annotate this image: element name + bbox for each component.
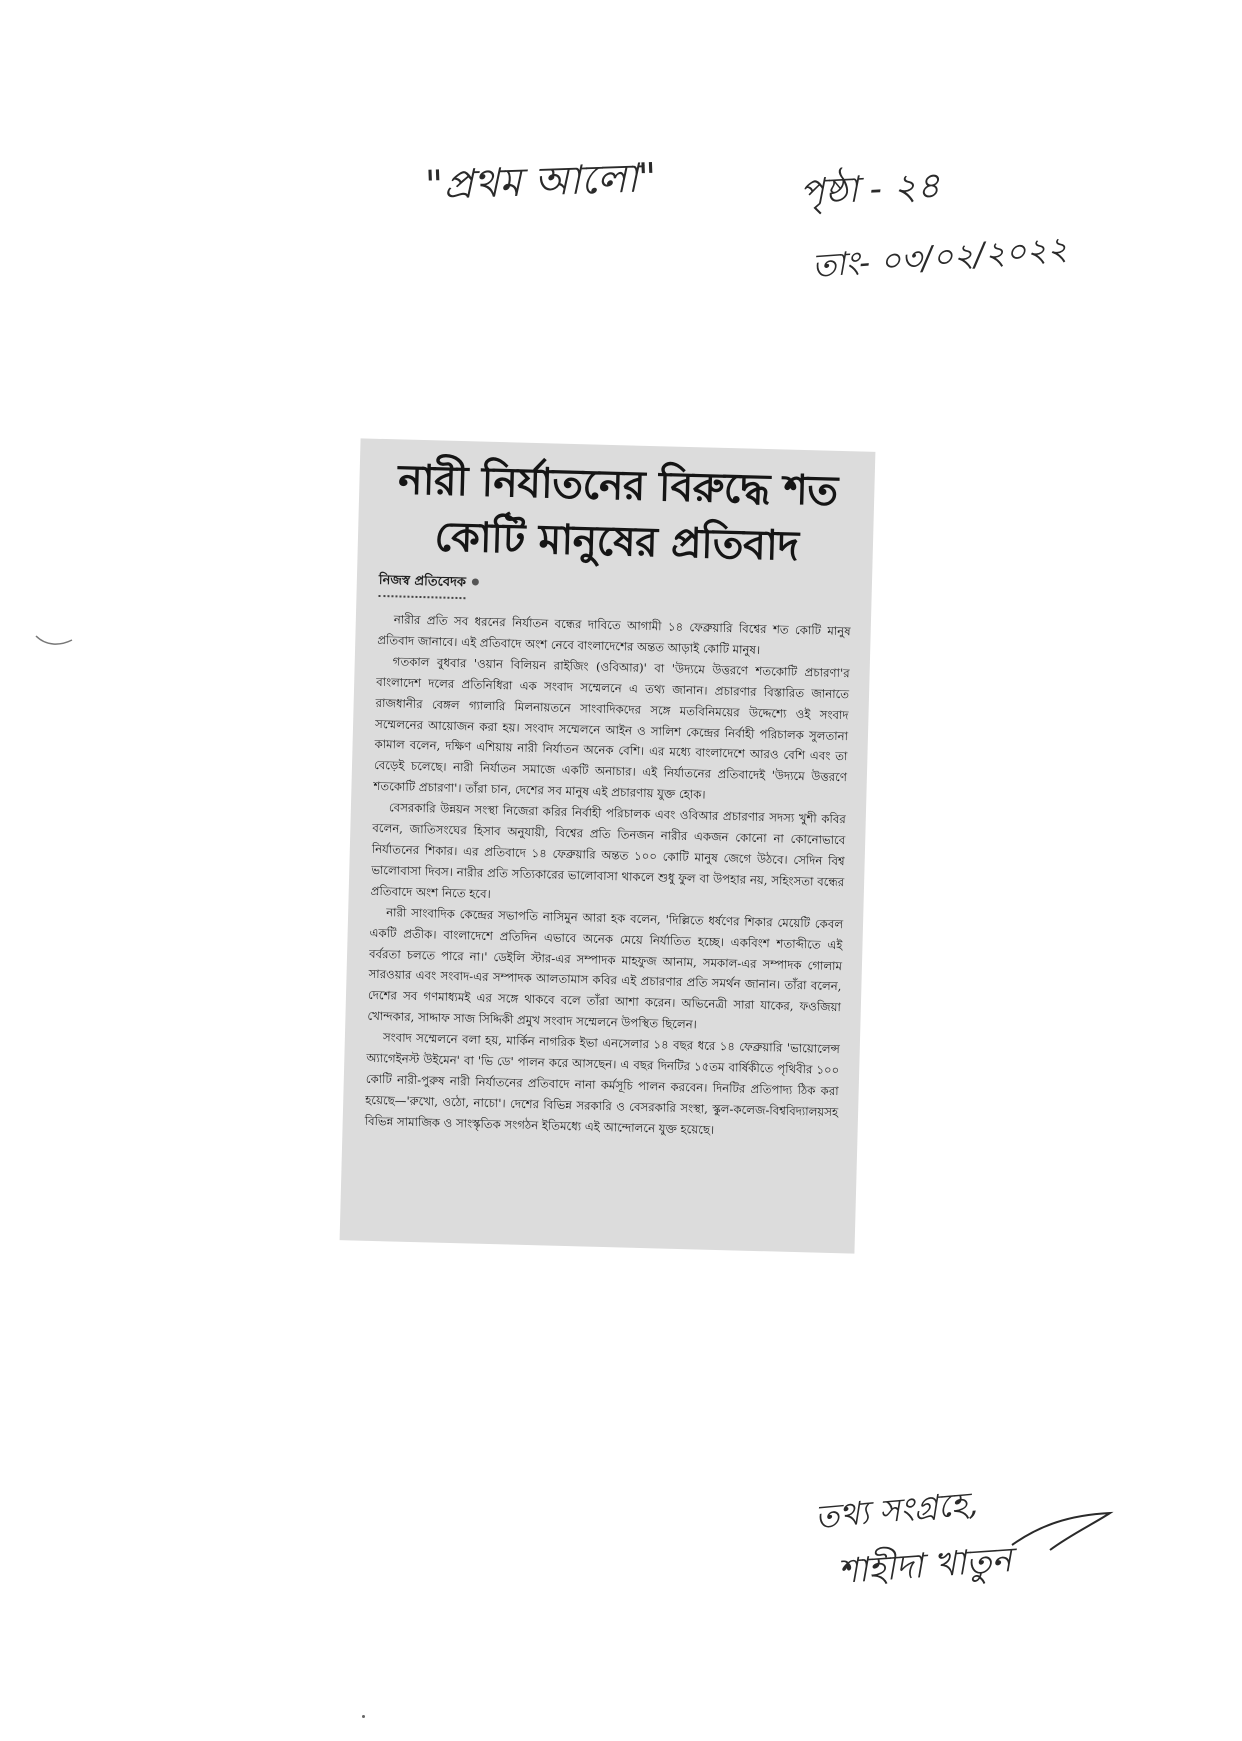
article-body	[364, 609, 851, 1144]
newspaper-clipping	[340, 438, 876, 1253]
article-byline: নিজস্ব প্রতিবেদক	[378, 571, 466, 599]
byline-row	[378, 569, 852, 609]
article-paragraph: গতকাল বুধবার 'ওয়ান বিলিয়ন রাইজিং (ওবিআর)' বা 'উদ্যমে উত্তরণে শতকোটি প্রচারণা'র বাংলাদেশ দলের প্রতিনিধিরা এক সংবাদ সম্মেলনে এ তথ্য জানান। প্রচারণার বিস্তারিত জানাতে রাজধানীর বেঙ্গল গ্যালারি মিলনায়তনে সাংবাদিকদের সঙ্গে মতবিনিময়ের উদ্দেশ্যে ওই সংবাদ সম্মেলনের আয়োজন করা হয়। সংবাদ সম্মেলনে আইন ও সালিশ কেন্দ্রের নির্বাহী পরিচালক সুলতানা কামাল বলেন, দক্ষিণ এশিয়ায় নারী নির্যাতন অনেক বেশি। এর মধ্যে বাংলাদেশে আরও বেশি এবং তা বেড়েই চলেছে। নারী নির্যাতন সমাজে একটি অনাচার। এই নির্যাতনের প্রতিবাদেই 'উদ্যমে উত্তরণে শতকোটি প্রচারণা'। তাঁরা চান, দেশের সব মানুষ এই প্রচারণায় যুক্ত হোক।	[373, 654, 850, 802]
scan-speck-icon	[362, 1715, 365, 1718]
scan-mark-icon	[34, 634, 74, 648]
article-headline: নারী নির্যাতনের বিরুদ্ধে শত কোটি মানুষের প্রতিবাদ	[397, 455, 839, 570]
signature-flourish-icon	[1010, 1505, 1120, 1565]
bullet-icon	[472, 578, 479, 585]
newspaper-name-annotation: "প্রথম আলো"	[424, 154, 658, 210]
date-annotation: তাং- ০৩/০২/২০২২	[810, 229, 1069, 285]
collector-label-annotation: তথ্য সংগ্রহে,	[813, 1483, 980, 1537]
article-paragraph: নারীর প্রতি সব ধরনের নির্যাতন বন্ধের দাবিতে আগামী ১৪ ফেব্রুয়ারি বিশ্বের শত কোটি মানুষ প্রতিবাদ জানাবে। এই প্রতিবাদে অংশ নেবে বাংলাদেশের অন্তত আড়াই কোটি মানুষ।	[377, 612, 851, 657]
article-paragraph: বেসরকারি উন্নয়ন সংস্থা নিজেরা করির নির্বাহী পরিচালক এবং ওবিআর প্রচারণার সদস্য খুশী কবির বলেন, জাতিসংঘের হিসাব অনুযায়ী, বিশ্বের প্রতি তিনজন নারীর একজন কোনো না কোনোভাবে নির্যাতনের শিকার। এর প্রতিবাদে ১৪ ফেব্রুয়ারি অন্তত ১০০ কোটি মানুষ জেগে উঠবে। সেদিন বিশ্ব ভালোবাসা দিবস। নারীর প্রতি সত্যিকারের ভালোবাসা থাকলে শুধু ফুল বা উপহার নয়, সহিংসতা বন্ধের প্রতিবাদে অংশ নিতে হবে।	[370, 800, 846, 901]
article-paragraph: সংবাদ সম্মেলনে বলা হয়, মার্কিন নাগরিক ইভা এনসেলার ১৪ বছর ধরে ১৪ ফেব্রুয়ারি 'ভায়োলেন্স অ্যাগেইনস্ট উইমেন' বা 'ভি ডে' পালন করে আসছেন। এ বছর দিনটির ১৫তম বার্ষিকীতে পৃথিবীর ১০০ কোটি নারী-পুরুষ নারী নির্যাতনের প্রতিবাদে নানা কর্মসূচি পালন করবেন। দিনটির প্রতিপাদ্য ঠিক করা হয়েছে—'রুখো, ওঠো, নাচো'। দেশের বিভিন্ন সরকারি ও বেসরকারি সংস্থা, স্কুল-কলেজ-বিশ্ববিদ্যালয়সহ বিভিন্ন সামাজিক ও সাংস্কৃতিক সংগঠন ইতিমধ্যে এই আন্দোলনে যুক্ত হয়েছে।	[364, 1030, 840, 1137]
page-number-annotation: পৃষ্ঠা - ২৪	[798, 165, 942, 214]
collector-signature: শাহীদা খাতুন	[836, 1539, 1014, 1593]
article-paragraph: নারী সাংবাদিক কেন্দ্রের সভাপতি নাসিমুন আরা হক বলেন, 'দিল্লিতে ধর্ষণের শিকার মেয়েটি কেবল একটি প্রতীক। বাংলাদেশে প্রতিদিন এভাবে অনেক মেয়ে নির্যাতিত হচ্ছে। একবিংশ শতাব্দীতে এই বর্বরতা চলতে পারে না।' ডেইলি স্টার-এর সম্পাদক মাহফুজ আনাম, সমকাল-এর সম্পাদক গোলাম সারওয়ার এবং সংবাদ-এর সম্পাদক আলতামাস কবির এই প্রচারণার প্রতি সমর্থন জানান। তাঁরা বলেন, দেশের সব গণমাধ্যমই এর সঙ্গে থাকবে বলে তাঁরা আশা করেন। অভিনেত্রী সারা যাকের, ফওজিয়া খোন্দকার, সাদ্দাফ সাজ সিদ্দিকী প্রমুখ সংবাদ সম্মেলনে উপস্থিত ছিলেন।	[367, 904, 844, 1032]
